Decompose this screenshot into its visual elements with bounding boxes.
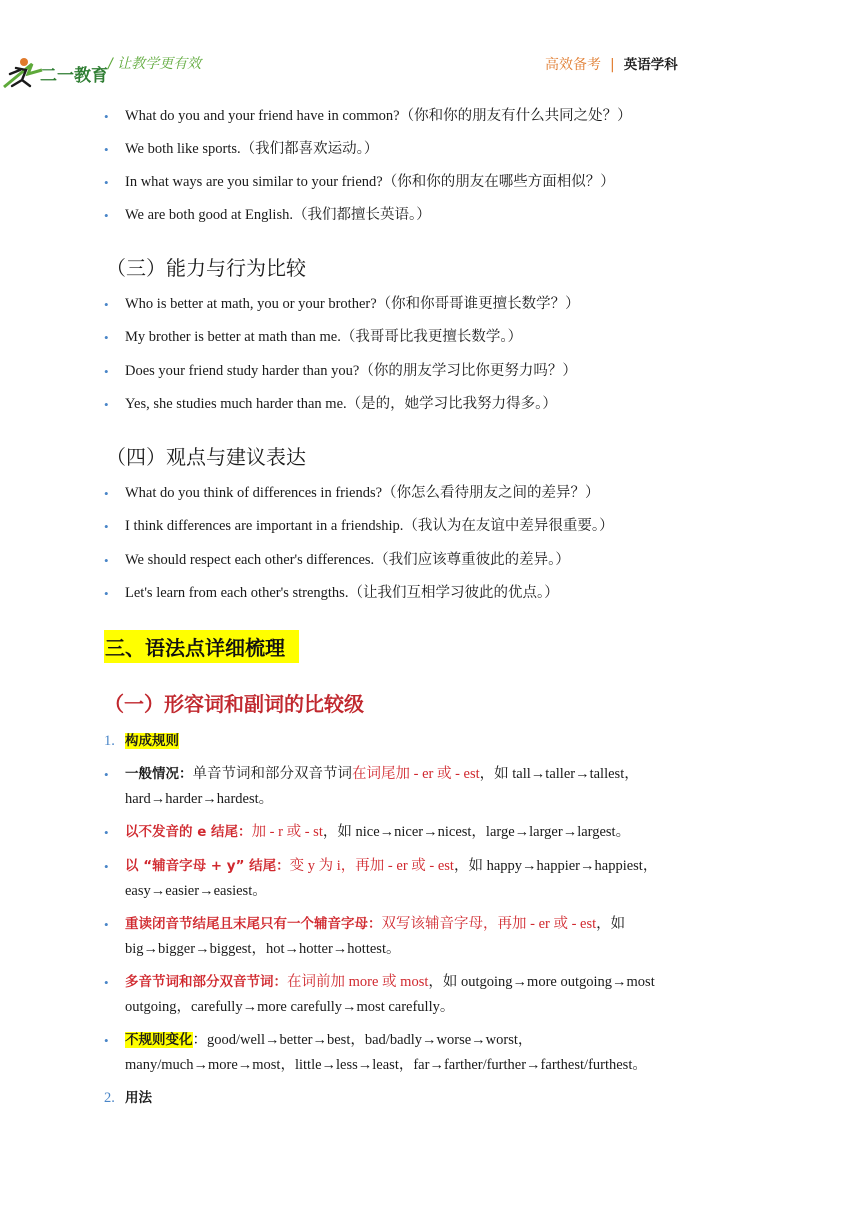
bullet-icon: • xyxy=(104,109,109,124)
bullet-icon: • xyxy=(104,825,109,840)
bullet-icon: • xyxy=(104,586,109,601)
page-header xyxy=(0,0,860,110)
list-item: • We should respect each other's differences.（我们应该尊重彼此的差异。） xyxy=(104,548,744,573)
chapter-heading: 三、语法点详细梳理 xyxy=(104,630,299,663)
bullet-icon: • xyxy=(104,486,109,501)
item-number: 2. xyxy=(104,1090,115,1106)
bullet-icon: • xyxy=(104,917,109,932)
list-item: • We both like sports.（我们都喜欢运动。） xyxy=(104,137,744,162)
bullet-icon: • xyxy=(104,142,109,157)
numbered-item xyxy=(104,1086,152,1111)
bullet-icon: • xyxy=(104,519,109,534)
logo-runner-icon xyxy=(2,56,110,90)
list-item: • Yes, she studies much harder than me.（是的，她学习比我努力得多。） xyxy=(104,392,744,417)
list-item: • My brother is better at math than me.（我哥哥比我更擅长数学。） xyxy=(104,325,744,350)
list-item: • 重读闭音节结尾且末尾只有一个辅音字母：双写该辅音字母，再加 - er 或 - est，如 big→bigger→biggest，hot→hotter→hottest。 xyxy=(104,912,744,962)
bullet-icon: • xyxy=(104,364,109,379)
bullet-icon: • xyxy=(104,208,109,223)
bullet-icon: • xyxy=(104,1033,109,1048)
logo-text: 二一教育 xyxy=(40,66,108,86)
bullet-icon: • xyxy=(104,859,109,874)
section-heading: （四）观点与建议表达 xyxy=(106,445,306,469)
bullet-icon: • xyxy=(104,975,109,990)
bullet-icon: • xyxy=(104,553,109,568)
numbered-item xyxy=(104,729,179,754)
usage-title: 用法 xyxy=(125,1090,152,1106)
item-number: 1. xyxy=(104,733,115,749)
bullet-icon: • xyxy=(104,330,109,345)
list-item: • 以 “辅音字母 + y” 结尾：变 y 为 i，再加 - er 或 - est，如 happy→happier→happiest， easy→easier→easiest。 xyxy=(104,854,744,904)
section-heading: （三）能力与行为比较 xyxy=(106,256,306,280)
sub-heading: （一）形容词和副词的比较级 xyxy=(104,692,364,716)
list-item: • I think differences are important in a friendship.（我认为在友谊中差异很重要。） xyxy=(104,514,744,539)
list-item: • We are both good at English.（我们都擅长英语。） xyxy=(104,203,744,228)
rule-title: 构成规则 xyxy=(125,733,179,749)
bullet-icon: • xyxy=(104,297,109,312)
list-item: • In what ways are you similar to your friend?（你和你的朋友在哪些方面相似？） xyxy=(104,170,744,195)
list-item: • 以不发音的 e 结尾：加 - r 或 - st，如 nice→nicer→nicest，large→larger→largest。 xyxy=(104,820,744,845)
bullet-icon: • xyxy=(104,767,109,782)
header-tagline: / 让教学更有效 xyxy=(108,56,202,72)
header-separator: | xyxy=(610,57,615,73)
list-item: • Let's learn from each other's strengths.（让我们互相学习彼此的优点。） xyxy=(104,581,744,606)
list-item: • Does your friend study harder than you?（你的朋友学习比你更努力吗？） xyxy=(104,359,744,384)
list-item: • Who is better at math, you or your brother?（你和你哥哥谁更擅长数学？） xyxy=(104,292,744,317)
header-label-a: 高效备考 xyxy=(545,57,601,73)
list-item: • 多音节词和部分双音节词：在词前加 more 或 most，如 outgoing→more outgoing→most outgoing，carefully→more carefully→most carefully。 xyxy=(104,970,744,1020)
bullet-icon: • xyxy=(104,397,109,412)
list-item: • 不规则变化：good/well→better→best，bad/badly→worse→worst， many/much→more→most，little→less→least，far→farther/further→farthest/furthest。 xyxy=(104,1028,744,1078)
list-item: • 一般情况：单音节词和部分双音节词在词尾加 - er 或 - est，如 tall→taller→tallest， hard→harder→hardest。 xyxy=(104,762,744,812)
header-label-b: 英语学科 xyxy=(623,57,678,73)
list-item: • What do you and your friend have in common?（你和你的朋友有什么共同之处？） xyxy=(104,104,744,129)
list-item: • What do you think of differences in friends?（你怎么看待朋友之间的差异？） xyxy=(104,481,744,506)
header-right xyxy=(545,53,678,74)
bullet-icon: • xyxy=(104,175,109,190)
